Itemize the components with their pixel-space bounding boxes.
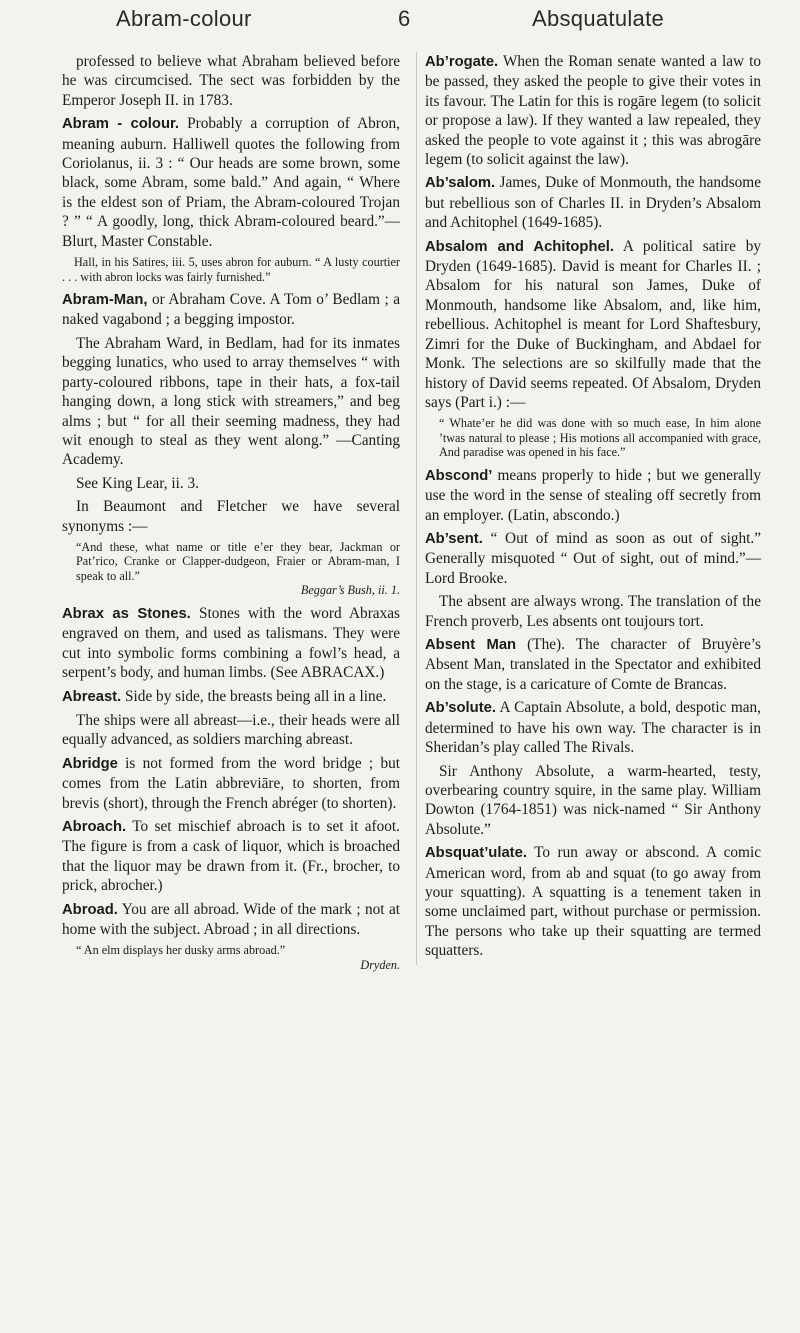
dictionary-entry [62, 687, 400, 707]
dictionary-entry [425, 173, 761, 232]
entry-paragraph: See King Lear, ii. 3. [76, 474, 200, 492]
dictionary-entry [425, 466, 761, 525]
entry-headword: Abroach. [62, 819, 127, 835]
entry-text: “ Out of mind as soon as out of sight.” Generally misquoted “ Out of sight, out of mind.”—Lord Brooke. [425, 530, 761, 587]
dictionary-entry [425, 529, 761, 588]
header-right-title: Absquatulate [532, 6, 665, 31]
quotation-source: Dryden. [360, 957, 400, 972]
entry-headword: Ab’solute. [425, 700, 496, 717]
quotation-text: “ An elm displays her dusky arms abroad.” [76, 943, 286, 958]
entry-text: is not formed from the word bridge ; but comes from the Latin abbreviāre, to shorten, from brevis (short), through the French abréger (to shorten). [62, 754, 400, 812]
entry-text: To run away or abscond. A comic American word, from ab and squat (to go away from your squatting). A squatting is a tenement taken in some unclaimed part, without purchase or permission. The persons who take up their squatting are termed squatters. [425, 844, 761, 960]
entry-paragraph: In Beaumont and Fletcher we have several synonyms :— [62, 498, 400, 535]
entry-paragraph: The Abraham Ward, in Bedlam, had for its inmates begging lunatics, who used to array themselves “ with party-coloured ribbons, tape in their hats, a fox-tail hanging down, a long stick with streamers,” and beg alms ; but “ for all their seeming madness, they had wit enough to steal as they went along.” —Canting Academy. [62, 334, 400, 469]
verse-quotation [76, 943, 400, 972]
entry-paragraph: The absent are always wrong. The translation of the French proverb, Les absents ont toujours tort. [425, 593, 761, 630]
dictionary-entry [62, 817, 400, 896]
entry-headword: Ab’salom. [425, 175, 496, 192]
entry-note: Hall, in his Satires, iii. 5, uses abron for auburn. “ A lusty courtier . . . with abron locks was fairly furnished.” [62, 255, 400, 284]
dictionary-entry [62, 114, 400, 251]
verse-quotation [439, 416, 761, 460]
entry-text: A Captain Absolute, a bold, despotic man, determined to have his own way. The character is in Sheridan’s play called The Rivals. [425, 699, 761, 757]
entry-headword: Abreast. [62, 688, 122, 705]
quotation-text: “And these, what name or title e’er they bear, Jackman or Pat’rico, Cranke or Clapper-dudgeon, Fraier or Abram-man, I speak to all.” [76, 539, 400, 583]
dictionary-entry [425, 52, 761, 169]
dictionary-entry [62, 290, 400, 330]
dictionary-entry [62, 604, 400, 683]
entry-headword: Abscond’ [425, 467, 493, 484]
header-left-title: Abram-colour [116, 6, 252, 31]
dictionary-entry [425, 843, 761, 960]
dictionary-entry [62, 900, 400, 940]
verse-quotation [76, 540, 400, 598]
entry-text: A political satire by Dryden (1649-1685). David is meant for Charles II. ; Absalom for his natural son James, Duke of Monmouth, handsome like Absalom, and, like him, rebellious. Achitophel is meant for Lord Shaftesbury, Zimri for the Duke of Buckingham, and Abdael for Monk. The selections are so skilfully made that the history of David seems repeated. Of Absalom, Dryden says (Part i.) :— [425, 237, 761, 411]
entry-headword: Abram-Man, [62, 292, 148, 309]
entry-text: When the Roman senate wanted a law to be passed, they asked the people to give their votes in its favour. The Latin for this is rogāre legem (to solicit or propose a law). If they wanted a law repealed, they asked the people to vote against it ; this was abrogāre legem (to solicit against the law). [425, 53, 761, 169]
entry-paragraph: Sir Anthony Absolute, a warm-hearted, testy, overbearing country squire, in the same play. William Dowton (1764-1851) was nick-named “ Sir Anthony Absolute.” [425, 762, 761, 838]
dictionary-entry [425, 635, 761, 694]
entry-headword: Absent Man [425, 637, 517, 654]
entry-text: (The). The character of Bruyère’s Absent Man, translated in the Spectator and exhibited on the stage, is a caricature of Comte de Brancas. [425, 636, 761, 693]
entry-text: Side by side, the breasts being all in a line. [121, 687, 387, 705]
quotation-source: Beggar’s Bush, ii. 1. [300, 583, 400, 598]
entry-headword: Ab’rogate. [425, 54, 499, 70]
entry-headword: Abridge [62, 755, 118, 772]
left-column [62, 52, 400, 978]
entry-text: James, Duke of Monmouth, the handsome but rebellious son of Charles II. in Dryden’s Absalom and Achitophel (1649-1685). [425, 174, 761, 232]
entry-text: means properly to hide ; but we generally use the word in the sense of stealing off secretly from an employer. (Latin, abscondo.) [425, 466, 761, 524]
entry-text: Probably a corruption of Abron, meaning auburn. Halliwell quotes the following from Coriolanus, ii. 3 : “ Our heads are some brown, some black, some Abram, some bald.” And again, “ Where is the eldest son of Priam, the Abram-coloured Trojan ? ” “ A goodly, long, thick Abram-coloured beard.”—Blurt, Master Constable. [62, 115, 400, 250]
quotation-text: “ Whate’er he did was done with so much ease, In him alone ’twas natural to please ; His motions all accompanied with grace, And paradise was opened in his face.” [439, 416, 761, 460]
entry-text: Stones with the word Abraxas engraved on them, and used as talismans. They were cut into symbolic forms combining a fowl’s head, a serpent’s body, and human limbs. (See ABRACAX.) [62, 604, 400, 682]
entry-headword: Absquat’ulate. [425, 845, 527, 862]
entry-paragraph: professed to believe what Abraham believed before he was circumcised. The sect was forbidden by the Emperor Joseph II. in 1783. [62, 53, 400, 109]
dictionary-entry [62, 754, 400, 813]
entry-text: or Abraham Cove. A Tom o’ Bedlam ; a naked vagabond ; a begging impostor. [62, 291, 400, 329]
entry-text: You are all abroad. Wide of the mark ; not at home with the subject. Abroad ; in all directions. [62, 900, 400, 939]
entry-text: To set mischief abroach is to set it afoot. The figure is from a cask of liquor, which is broached that the liquor may be drawn from it. (Fr., brocher, to prick, abrocher.) [62, 818, 400, 895]
entry-headword: Abrax as Stones. [62, 605, 191, 622]
entry-headword: Absalom and Achitophel. [425, 238, 614, 255]
dictionary-entry [425, 698, 761, 757]
page-header [0, 6, 800, 38]
entry-paragraph: The ships were all abreast—i.e., their heads were all equally advanced, as soldiers marching abreast. [62, 711, 400, 749]
dictionary-entry [425, 237, 761, 413]
entry-headword: Abram - colour. [62, 116, 180, 133]
page-number: 6 [398, 6, 411, 31]
entry-headword: Abroad. [62, 901, 118, 918]
entry-headword: Ab’sent. [425, 531, 483, 548]
right-column [416, 52, 761, 965]
